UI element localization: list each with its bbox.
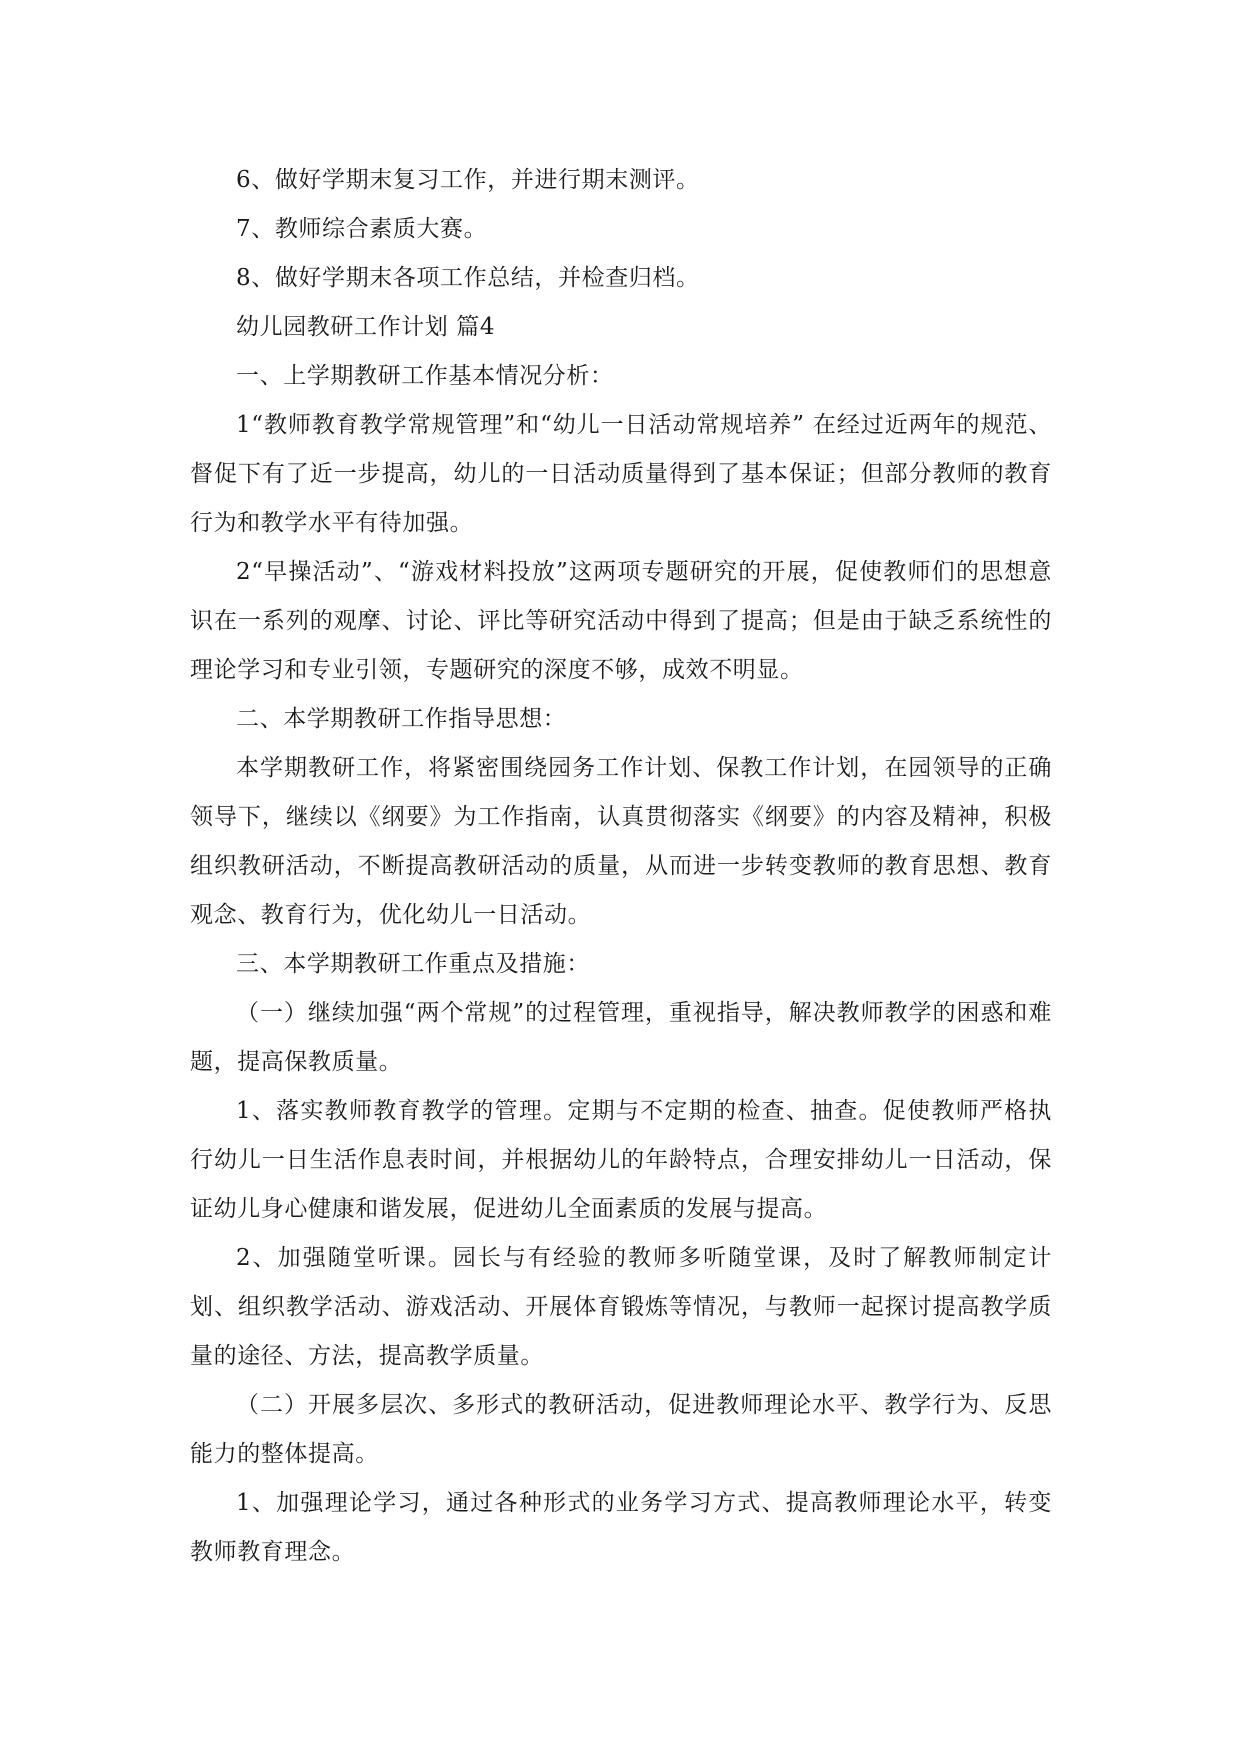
paragraph-item-7: 7、教师综合素质大赛。 [236,216,488,242]
paragraph-analysis-2: 2“早操活动”、“游戏材料投放”这两项专题研究的开展，促使教师们的思想意识在一系列的观摩、讨论、评比等研究活动中得到了提高；但是由于缺乏系统性的理论学习和专业引领，专题研究的深度不够，成效不明显。 [190,559,1052,683]
document-body [190,156,1052,1577]
paragraph-measure-1-2: 2、加强随堂听课。园长与有经验的教师多听随堂课，及时了解教师制定计划、组织教学活动、游戏活动、开展体育锻炼等情况，与教师一起探讨提高教学质量的途径、方法，提高教学质量。 [190,1245,1052,1369]
subheading-measure-2: （二）开展多层次、多形式的教研活动，促进教师理论水平、教学行为、反思能力的整体提高。 [190,1392,1052,1467]
heading-guiding-thought: 二、本学期教研工作指导思想： [236,706,567,732]
paragraph-guiding-thought: 本学期教研工作，将紧密围绕园务工作计划、保教工作计划，在园领导的正确领导下，继续以《纲要》为工作指南，认真贯彻落实《纲要》的内容及精神，积极组织教研活动，不断提高教研活动的质量，从而进一步转变教师的教育思想、教育观念、教育行为，优化幼儿一日活动。 [190,755,1052,928]
paragraph-measure-2-1: 1、加强理论学习，通过各种形式的业务学习方式、提高教师理论水平，转变教师教育理念。 [190,1490,1052,1565]
paragraph-item-6: 6、做好学期末复习工作，并进行期末测评。 [236,167,700,193]
heading-analysis: 一、上学期教研工作基本情况分析： [236,363,614,389]
paragraph-analysis-1: 1“教师教育教学常规管理”和“幼儿一日活动常规培养” 在经过近两年的规范、督促下有了近一步提高，幼儿的一日活动质量得到了基本保证；但部分教师的教育行为和教学水平有待加强。 [190,412,1052,536]
section-title: 幼儿园教研工作计划 篇4 [236,314,496,340]
subheading-measure-1: （一）继续加强“两个常规”的过程管理，重视指导，解决教师教学的困惑和难题，提高保教质量。 [190,1000,1052,1075]
paragraph-item-8: 8、做好学期末各项工作总结，并检查归档。 [236,265,700,291]
heading-key-measures: 三、本学期教研工作重点及措施： [236,951,590,977]
paragraph-measure-1-1: 1、落实教师教育教学的管理。定期与不定期的检查、抽查。促使教师严格执行幼儿一日生活作息表时间，并根据幼儿的年龄特点，合理安排幼儿一日活动，保证幼儿身心健康和谐发展，促进幼儿全面素质的发展与提高。 [190,1098,1052,1222]
